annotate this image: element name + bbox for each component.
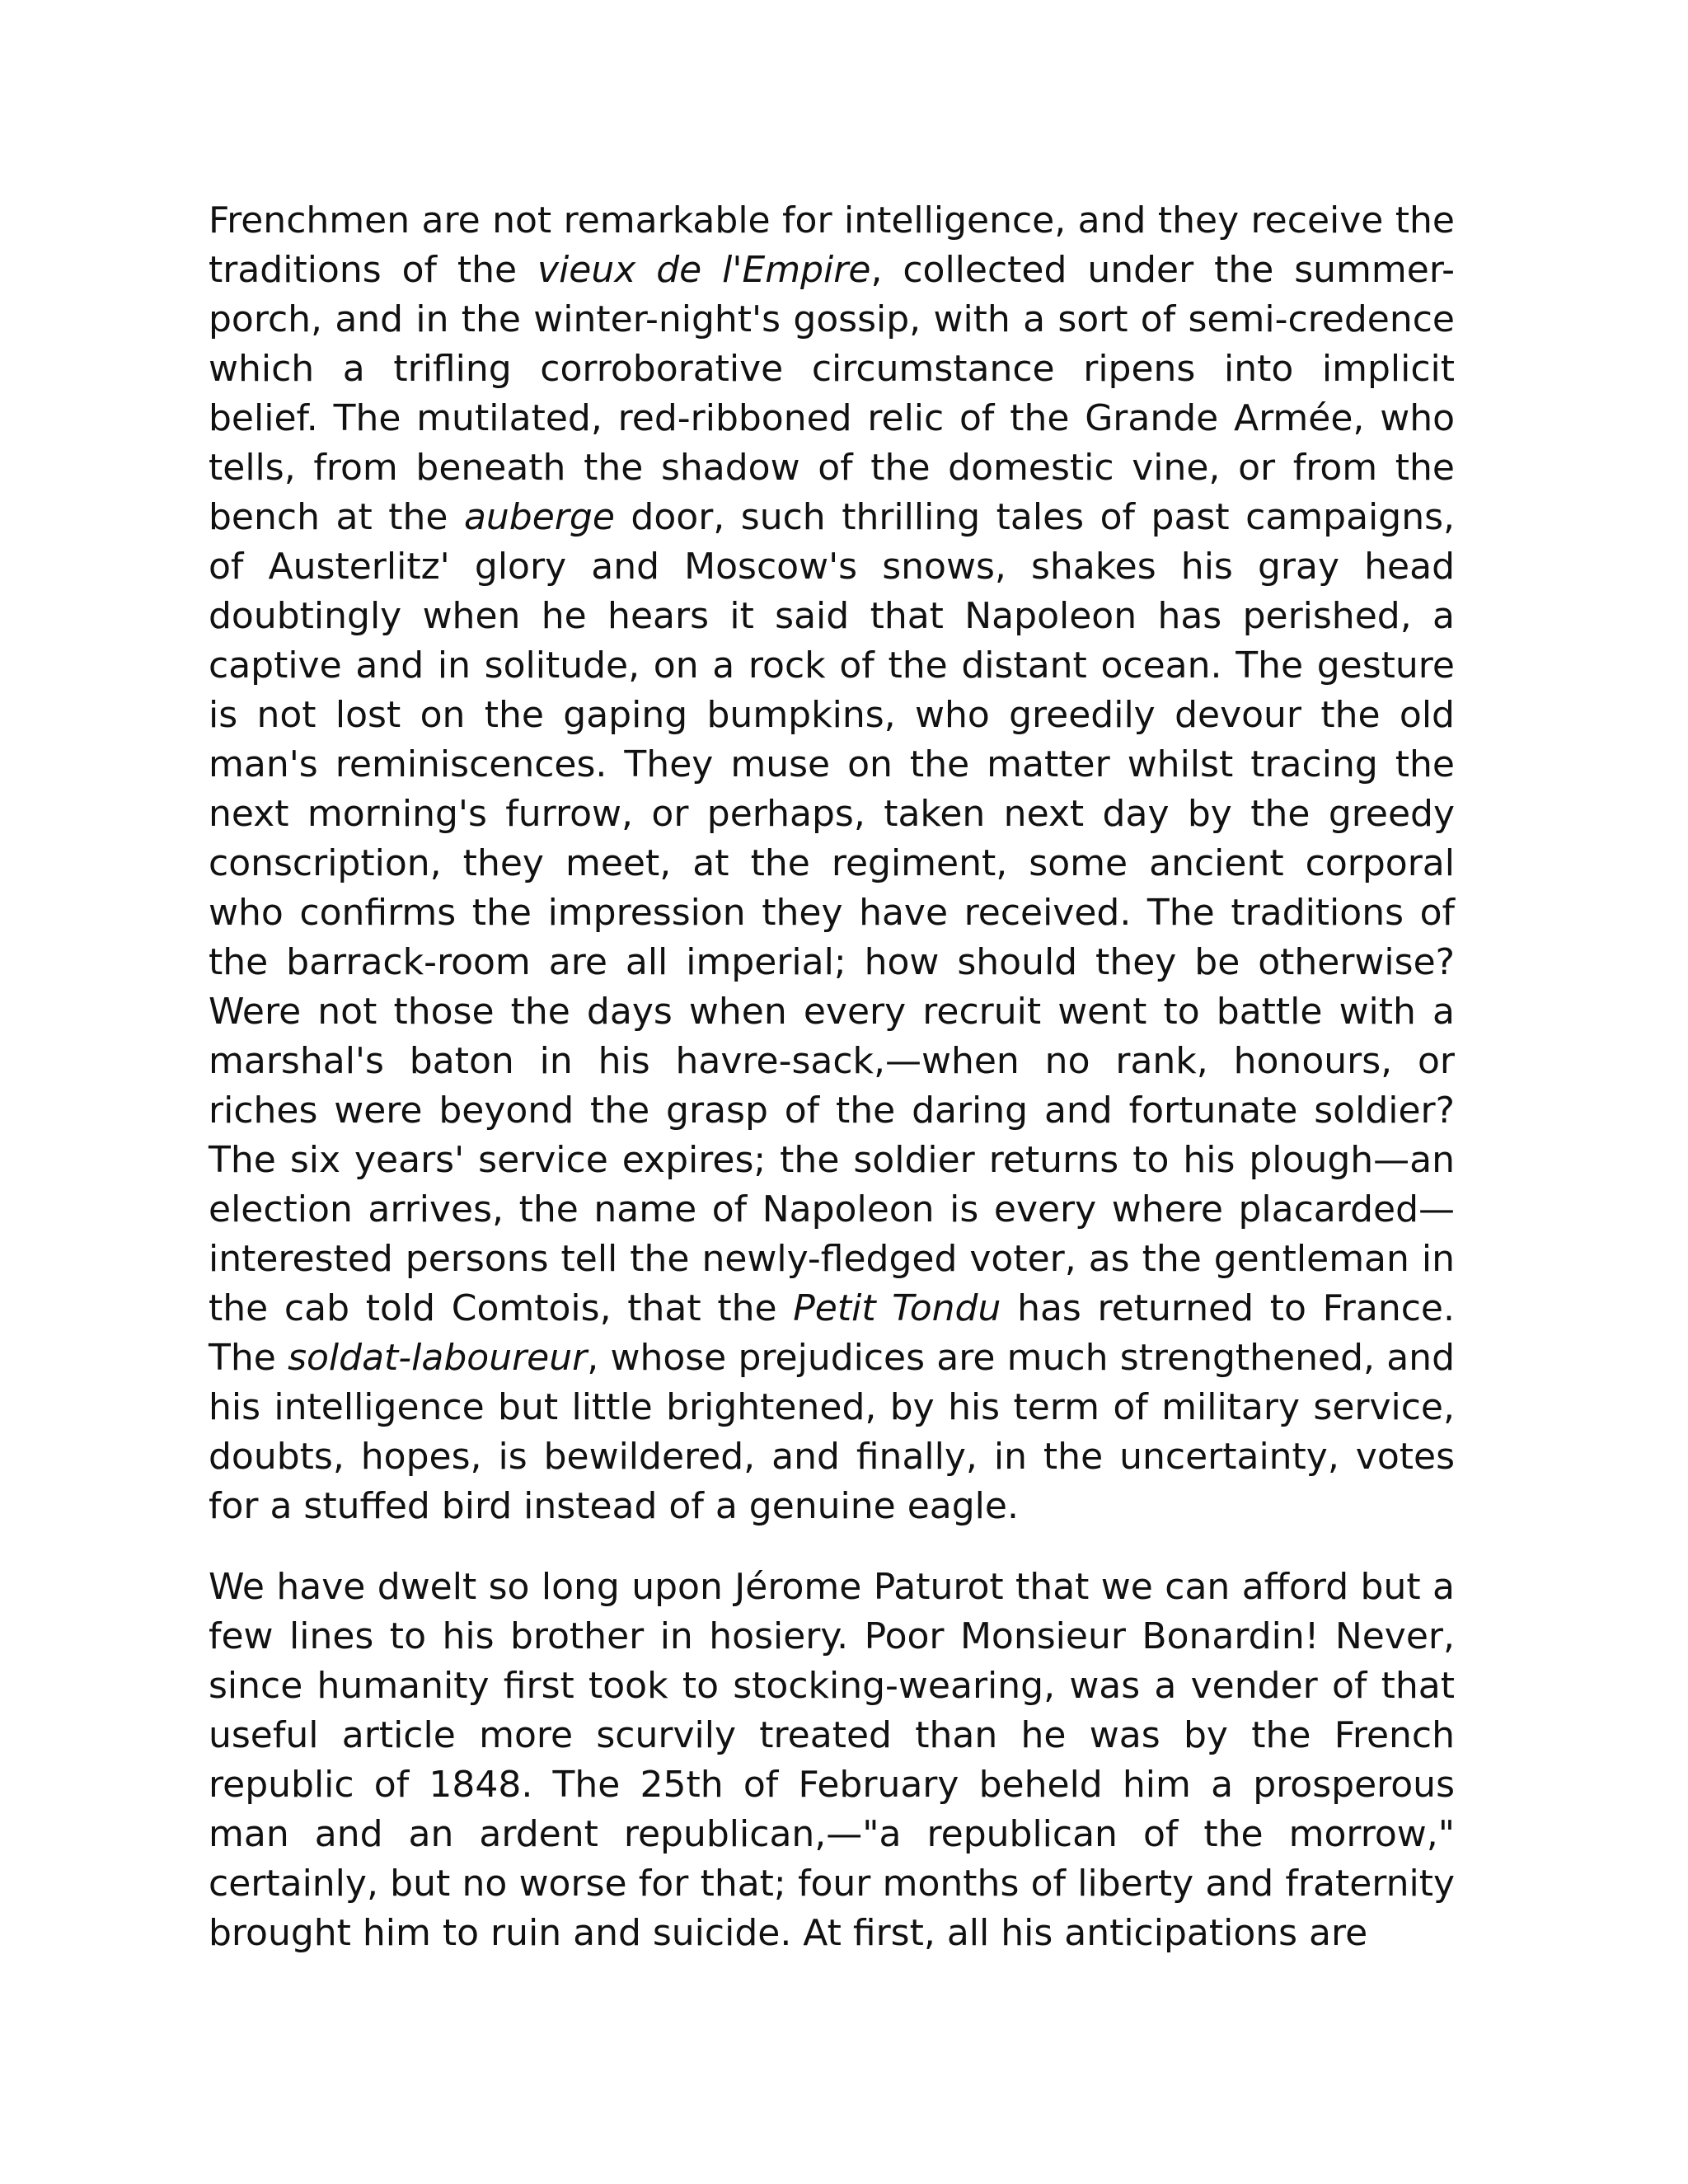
paragraph-2 bbox=[209, 1563, 1455, 1958]
italic-phrase: auberge bbox=[463, 496, 615, 538]
text-run: has returned to France. The bbox=[209, 1287, 1455, 1379]
text-run: Frenchmen are not remarkable for intelligence, and they receive the traditions of the bbox=[209, 199, 1455, 291]
italic-phrase: vieux de l'Empire bbox=[537, 249, 871, 291]
text-run: , whose prejudices are much strengthened, and his intelligence but little brightened, by his term of military service, doubts, hopes, is bewildered, and finally, in the uncertainty, votes for a stuffed bird instead of a genuine eagle. bbox=[209, 1337, 1456, 1527]
italic-phrase: soldat-laboureur bbox=[288, 1337, 588, 1379]
text-run: door, such thrilling tales of past campaigns, of Austerlitz' glory and Moscow's snows, shakes his gray head doubtingly when he hears it said that Napoleon has perished, a captive and in solitude, on a rock of the distant ocean. The gesture is not lost on the gaping bumpkins, who greedily devour the old man's reminiscences. They muse on the matter whilst tracing the next morning's furrow, or perhaps, taken next day by the greedy conscription, they meet, at the regiment, some ancient corporal who confirms the impression they have received. The traditions of the barrack-room are all imperial; how should they be otherwise? Were not those the days when every recruit went to battle with a marshal's baton in his havre-sack,—when no rank, honours, or riches were beyond the grasp of the daring and fortunate soldier? The six years' service expires; the soldier returns to his plough—an election arrives, the name of Napoleon is every where placarded—interested persons tell the newly-fledged voter, as the gentleman in the cab told Comtois, that the bbox=[209, 496, 1455, 1329]
italic-phrase: Petit Tondu bbox=[793, 1287, 1001, 1329]
document-page bbox=[209, 196, 1455, 1958]
text-run: , collected under the summer-porch, and in the winter-night's gossip, with a sort of semi-credence which a trifling corroborative circumstance ripens into implicit belief. The mutilated, red-ribboned relic of the Grande Armée, who tells, from beneath the shadow of the domestic vine, or from the bench at the bbox=[209, 249, 1455, 538]
text-run: We have dwelt so long upon Jérome Paturot that we can afford but a few lines to his brother in hosiery. Poor Monsieur Bonardin! Never, since humanity first took to stocking-wearing, was a vender of that useful article more scurvily treated than he was by the French republic of 1848. The 25th of February beheld him a prosperous man and an ardent republican,—"a republican of the morrow," certainly, but no worse for that; four months of liberty and fraternity brought him to ruin and suicide. At first, all his anticipations are bbox=[209, 1566, 1455, 1954]
paragraph-1 bbox=[209, 196, 1455, 1531]
